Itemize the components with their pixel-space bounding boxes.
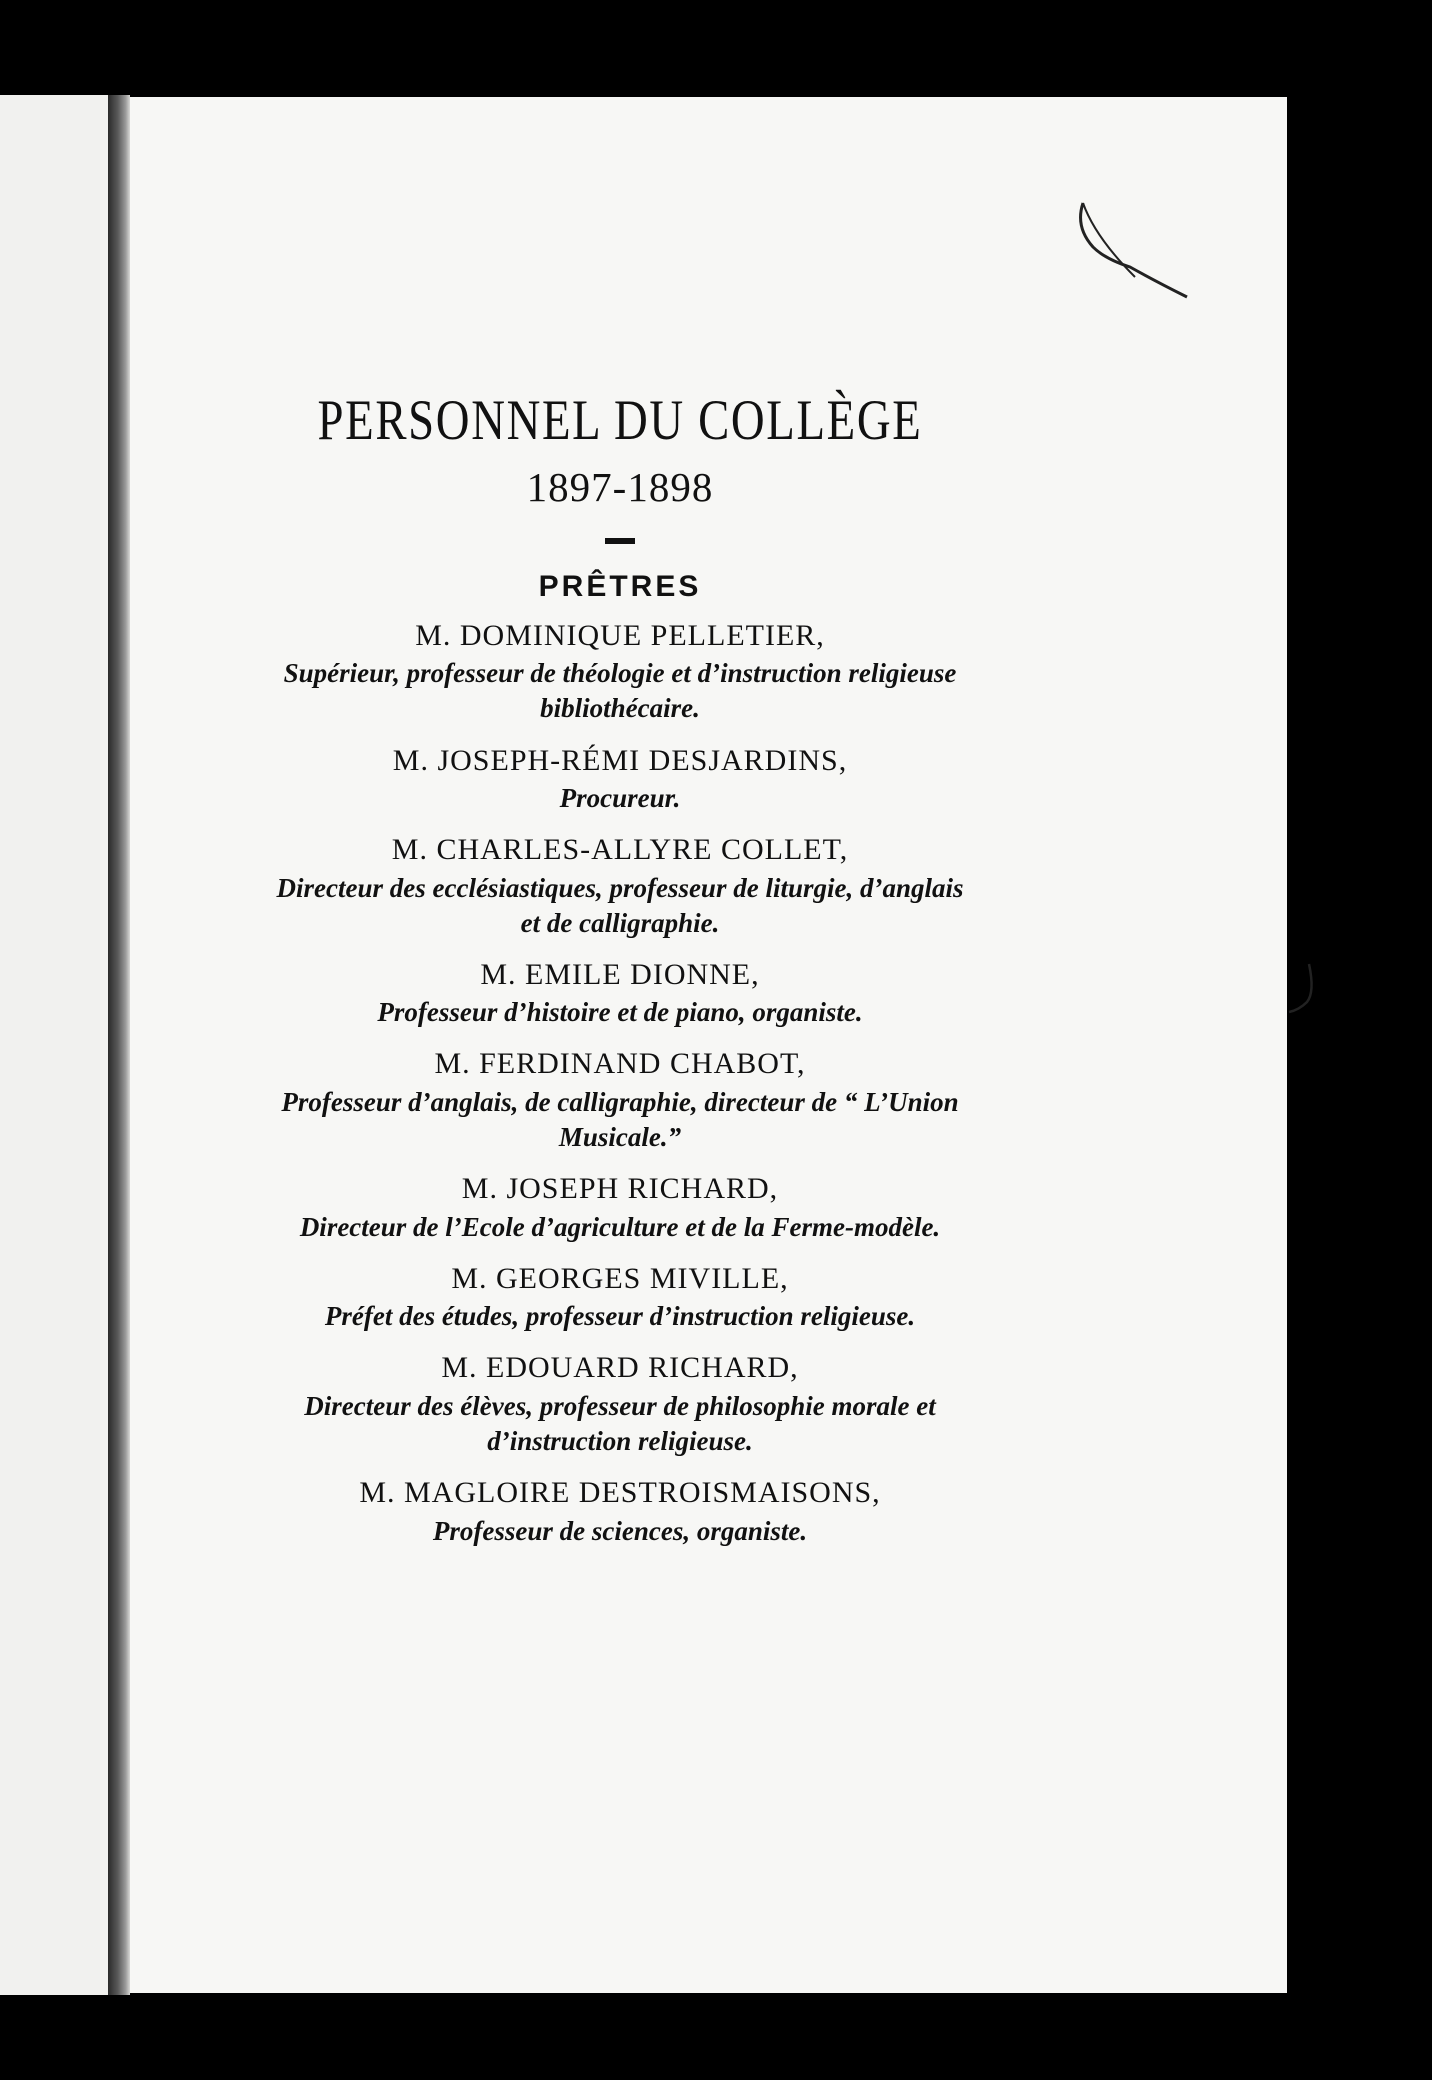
staff-role-line: Procureur. [559,783,681,814]
staff-role-line: Professeur d’histoire et de piano, organiste. [377,997,863,1028]
page-title: PERSONNEL DU COLLÈGE [317,389,923,452]
staff-name: M. JOSEPH-RÉMI DESJARDINS, [392,743,848,777]
staff-role-line: et de calligraphie. [520,907,720,938]
staff-entry [170,830,1070,941]
page-content [170,390,1070,1563]
staff-entry [170,741,1070,817]
staff-entry [170,1169,1070,1245]
staff-role-line: Musicale.” [558,1122,682,1153]
staff-role-line: d’instruction religieuse. [487,1425,753,1456]
pencil-mark-icon [1075,197,1195,307]
staff-entry [170,1348,1070,1459]
separator-dash [605,538,635,544]
staff-role-line: Professeur d’anglais, de calligraphie, directeur de “ L’Union [281,1086,959,1117]
staff-name: M. GEORGES MIVILLE, [451,1261,789,1295]
staff-name: M. EMILE DIONNE, [480,957,760,991]
staff-entry [170,955,1070,1031]
facing-page-edge [0,95,112,1995]
staff-role-line: Préfet des études, professeur d’instruction religieuse. [324,1301,916,1332]
staff-role-line: bibliothécaire. [540,693,700,724]
staff-entry [170,1044,1070,1155]
staff-role-line: Professeur de sciences, organiste. [432,1515,808,1546]
book-gutter [108,95,130,1995]
staff-name: M. CHARLES-ALLYRE COLLET, [391,833,849,867]
years: 1897-1898 [526,463,714,510]
staff-name: M. JOSEPH RICHARD, [461,1172,779,1206]
staff-role-line: Supérieur, professeur de théologie et d’instruction religieuse [283,658,957,689]
staff-entry [170,1259,1070,1335]
staff-role-line: Directeur des élèves, professeur de philosophie morale et [304,1390,936,1421]
staff-name: M. DOMINIQUE PELLETIER, [415,618,825,652]
staff-entry [170,616,1070,727]
margin-mark-icon [1285,962,1325,1022]
staff-name: M. EDOUARD RICHARD, [441,1351,799,1385]
staff-entry [170,1473,1070,1549]
staff-role-line: Directeur des ecclésiastiques, professeur de liturgie, d’anglais [276,872,964,903]
staff-role-line: Directeur de l’Ecole d’agriculture et de la Ferme-modèle. [299,1211,941,1242]
section-heading: PRÊTRES [538,569,702,603]
staff-list [170,616,1070,1549]
staff-name: M. FERDINAND CHABOT, [434,1047,806,1081]
staff-name: M. MAGLOIRE DESTROISMAISONS, [359,1476,881,1509]
